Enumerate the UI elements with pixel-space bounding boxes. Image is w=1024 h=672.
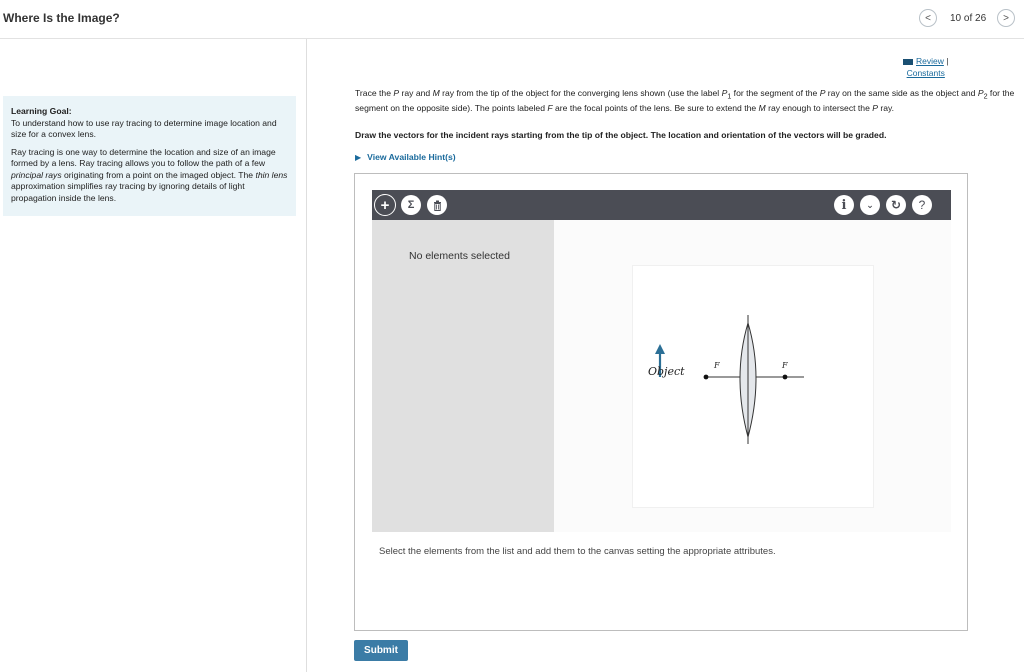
element-properties-panel (372, 220, 554, 532)
learning-goal-heading: Learning Goal: (11, 106, 72, 116)
add-element-button[interactable] (375, 195, 395, 215)
drawing-canvas[interactable] (554, 220, 951, 532)
info-icon: i (841, 197, 847, 213)
info-button[interactable] (834, 195, 854, 215)
learning-goal-box (3, 96, 296, 216)
draw-instructions: Draw the vectors for the incident rays starting from the tip of the object. The location and orientation of the vectors will be graded. (355, 130, 887, 140)
trash-icon (433, 200, 442, 211)
sum-vectors-button[interactable] (401, 195, 421, 215)
page-title: Where Is the Image? (3, 11, 120, 25)
plus-icon: + (380, 196, 390, 214)
learning-goal-text: To understand how to use ray tracing to determine image location and size for a convex lens. (11, 117, 277, 139)
focal-label-left: F (714, 361, 720, 370)
hint-label: View Available Hint(s) (367, 152, 456, 162)
object-arrow-head (655, 344, 665, 354)
book-icon (903, 59, 913, 65)
lens-diagram (554, 220, 951, 532)
view-hints-link[interactable] (355, 152, 456, 162)
top-bar (0, 0, 1024, 39)
drawing-tool (354, 173, 968, 631)
constants-link[interactable]: Constants (906, 68, 945, 78)
sigma-icon: Σ (407, 199, 415, 211)
review-link[interactable]: Review (916, 56, 944, 66)
object-label: Object (648, 365, 685, 378)
chevron-down-icon: ⌄ (866, 199, 874, 210)
focal-label-right: F (782, 361, 788, 370)
help-icon: ? (918, 198, 926, 212)
submit-button[interactable]: Submit (354, 640, 408, 661)
reset-button[interactable] (886, 195, 906, 215)
link-separator: | (946, 56, 949, 66)
help-button[interactable] (912, 195, 932, 215)
previous-button[interactable] (919, 9, 937, 27)
status-message: Select the elements from the list and add them to the canvas setting the appropriate attributes. (379, 546, 776, 557)
tool-toolbar (372, 190, 951, 220)
reset-icon: ↻ (890, 198, 902, 212)
column-divider (306, 39, 307, 672)
chevron-left-icon: < (925, 12, 931, 24)
focal-point-right (783, 375, 788, 380)
no-selection-message: No elements selected (409, 250, 510, 262)
caret-right-icon: ▶ (355, 153, 362, 162)
review-links (903, 55, 948, 79)
ray-tracing-description: Ray tracing is one way to determine the location and size of an image formed by a lens. Ray tracing allows you to follow the path of a few principal rays originating from a point on the imaged object. The thin lens approximation simplifies ray tracing by ignoring details of light propagation inside the lens. (11, 146, 288, 203)
pagination-label: 10 of 26 (950, 13, 987, 24)
next-button[interactable] (997, 9, 1015, 27)
question-text: Trace the P ray and M ray from the tip of the object for the converging lens shown (use the label $P_1$ for the segment of the P ray on the same side as the object and $P_2$ for the segment on the opposite side). The points labeled F are the focal points of the lens. Be sure to extend the M ray enough to intersect the P ray. (355, 88, 1015, 113)
focal-point-left (704, 375, 709, 380)
chevron-right-icon: > (1003, 12, 1009, 24)
delete-button[interactable] (427, 195, 447, 215)
options-dropdown-button[interactable] (860, 195, 880, 215)
